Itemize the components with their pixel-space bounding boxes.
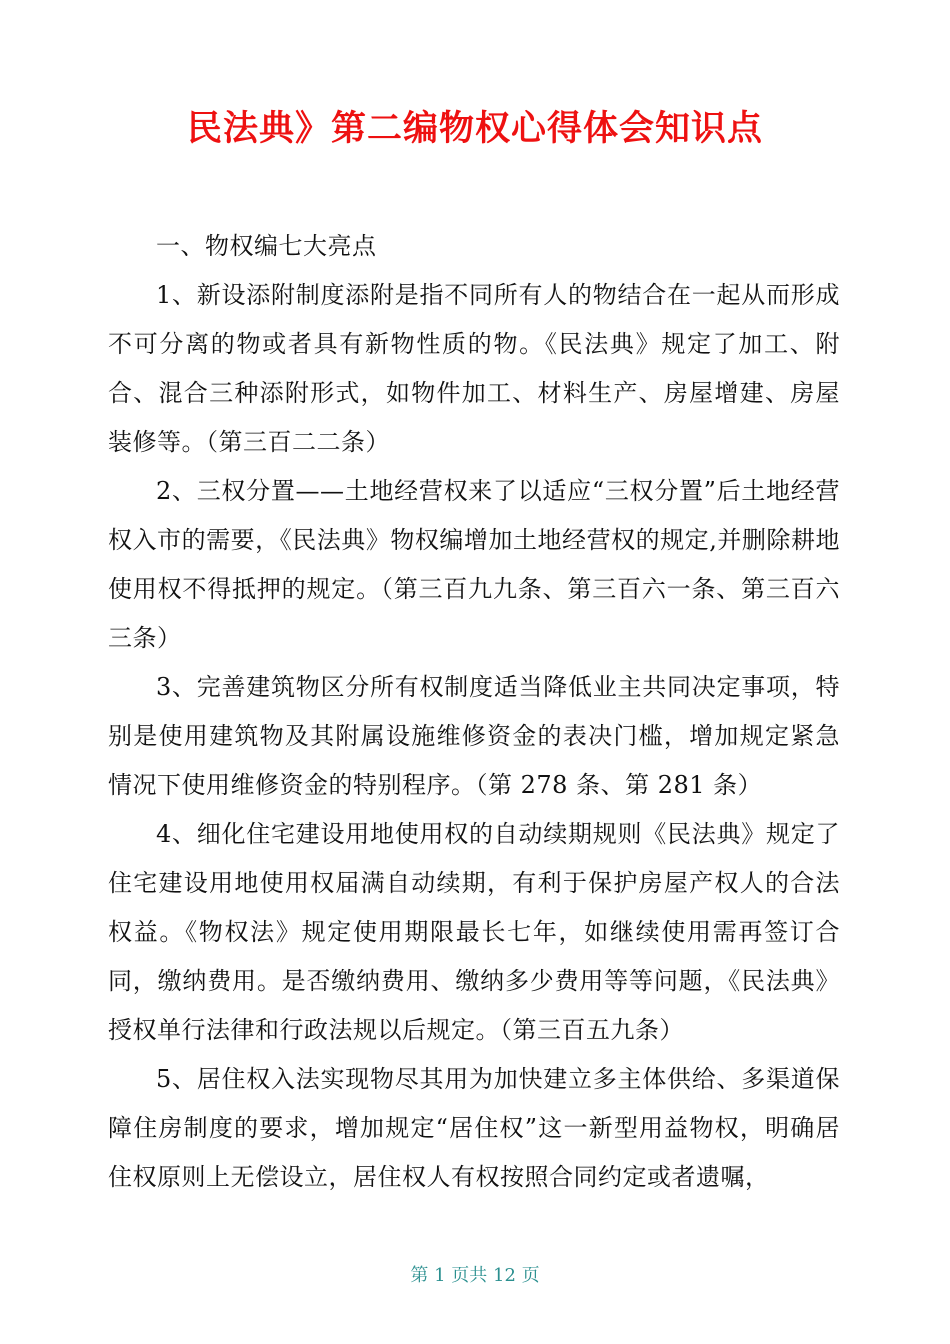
paragraph-4: 4、细化住宅建设用地使用权的自动续期规则《民法典》规定了住宅建设用地使用权届满自动续期，有利于保护房屋产权人的合法权益。《物权法》规定使用期限最长七年，如继续使用需再签订合同，缴纳费用。是否缴纳费用、缴纳多少费用等等问题，《民法典》授权单行法律和行政法规以后规定。（第三百五九条） bbox=[108, 820, 840, 1044]
paragraph-1: 1、新设添附制度添附是指不同所有人的物结合在一起从而形成不可分离的物或者具有新物性质的物。《民法典》规定了加工、附合、混合三种添附形式，如物件加工、材料生产、房屋增建、房屋装修等。（第三百二二条） bbox=[108, 281, 840, 456]
document-title: 民法典》第二编物权心得体会知识点 bbox=[186, 109, 763, 149]
paragraph-3: 3、完善建筑物区分所有权制度适当降低业主共同决定事项，特别是使用建筑物及其附属设施维修资金的表决门槛，增加规定紧急情况下使用维修资金的特别程序。（第 278 条、第 281 条） bbox=[108, 673, 840, 799]
page-number-footer: 第 1 页共 12 页 bbox=[410, 1265, 540, 1286]
section-heading: 一、物权编七大亮点 bbox=[156, 232, 377, 260]
paragraph-2: 2、三权分置——土地经营权来了以适应“三权分置”后土地经营权入市的需要，《民法典》物权编增加土地经营权的规定,并删除耕地使用权不得抵押的规定。（第三百九九条、第三百六一条、第三百六三条） bbox=[108, 477, 840, 652]
document-body bbox=[108, 222, 840, 1202]
paragraph-5: 5、居住权入法实现物尽其用为加快建立多主体供给、多渠道保障住房制度的要求，增加规定“居住权”这一新型用益物权，明确居住权原则上无偿设立，居住权人有权按照合同约定或者遗嘱， bbox=[108, 1065, 840, 1191]
